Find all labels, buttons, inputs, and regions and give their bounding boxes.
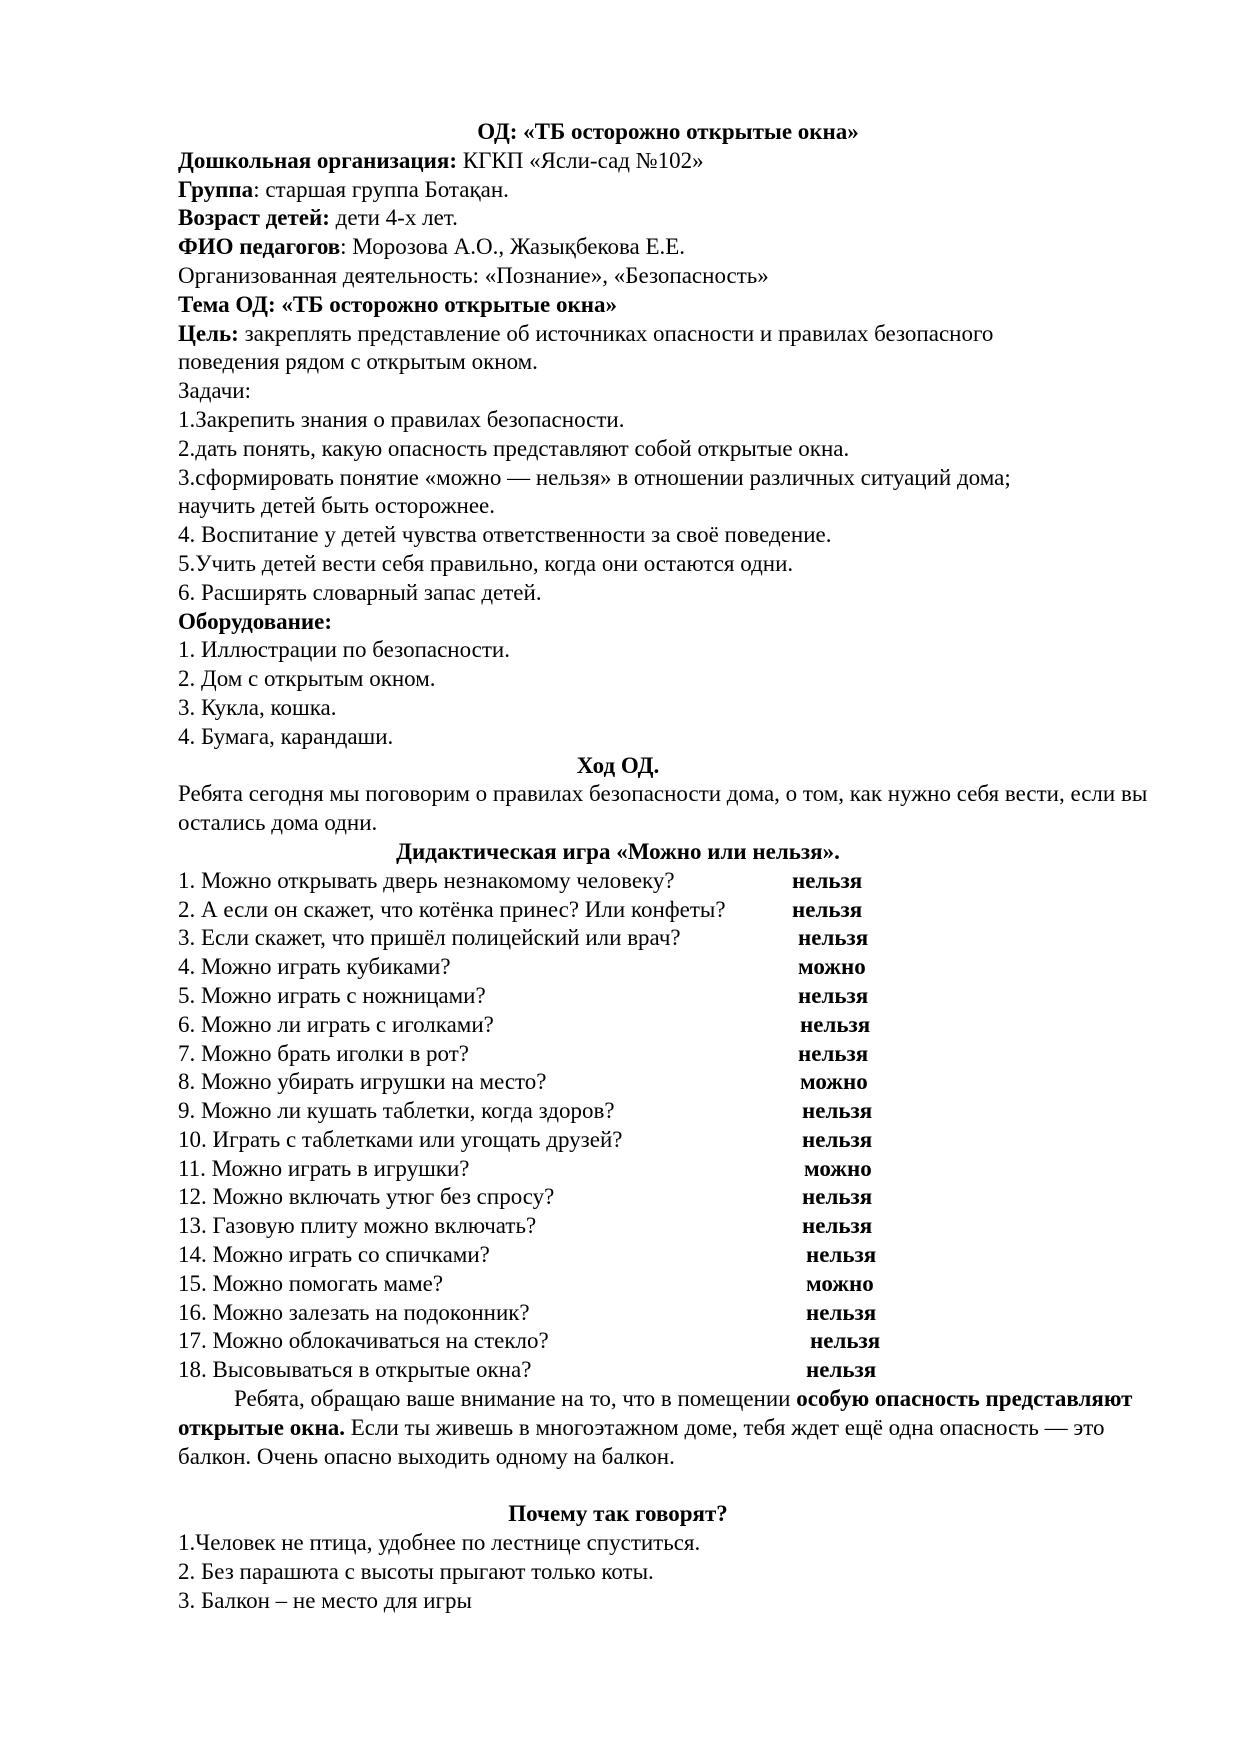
answer-text: нельзя: [798, 1040, 869, 1066]
game-question-row: [178, 1011, 1158, 1040]
question-text: 9. Можно ли кушать таблетки, когда здоров?: [178, 1098, 615, 1124]
equipment-item: 1. Иллюстрации по безопасности.: [178, 637, 510, 663]
game-question-row: [178, 1040, 1158, 1069]
question-text: 10. Играть с таблетками или угощать друзей?: [178, 1126, 623, 1152]
document-title: ОД: «ТБ осторожно открытые окна»: [477, 119, 859, 144]
activity-line: Организованная деятельность: «Познание», «Безопасность»: [178, 262, 769, 288]
game-question-row: [178, 1356, 1158, 1385]
answer-text: нельзя: [810, 1328, 881, 1354]
question-text: 18. Высовываться в открытые окна?: [178, 1357, 532, 1383]
question-text: 4. Можно играть кубиками?: [178, 954, 451, 980]
question-text: 3. Если скажет, что пришёл полицейский или врач?: [178, 925, 681, 951]
warning-text-1: Ребята, обращаю ваше внимание на то, что в помещении: [234, 1386, 797, 1412]
game-question-row: [178, 1241, 1158, 1270]
question-text: 8. Можно убирать игрушки на место?: [178, 1069, 547, 1095]
answer-text: нельзя: [806, 1299, 877, 1325]
question-text: 1. Можно открывать дверь незнакомому человеку?: [178, 867, 675, 893]
answer-text: можно: [804, 1155, 872, 1181]
game-question-row: [178, 1327, 1158, 1356]
question-text: 2. А если он скажет, что котёнка принес? Или конфеты?: [178, 896, 726, 922]
answer-text: нельзя: [792, 896, 863, 922]
question-text: 12. Можно включать утюг без спросу?: [178, 1184, 555, 1210]
game-question-row: [178, 867, 1158, 896]
task-item: 2.дать понять, какую опасность представляют собой открытые окна.: [178, 435, 850, 461]
org-value: КГКП «Ясли-сад №102»: [457, 147, 704, 173]
goal-label: Цель:: [178, 320, 239, 346]
question-text: 14. Можно играть со спичками?: [178, 1242, 490, 1268]
game-question-row: [178, 1097, 1158, 1126]
teachers-label: ФИО педагогов: [178, 234, 341, 260]
answer-text: нельзя: [802, 1126, 873, 1152]
group-value: : старшая группа Ботақан.: [253, 176, 509, 202]
answer-text: нельзя: [792, 867, 863, 893]
goal-value: закреплять представление об источниках опасности и правилах безопасного поведения рядом с открытым окном.: [178, 320, 994, 375]
question-text: 5. Можно играть с ножницами?: [178, 982, 486, 1008]
game-question-row: [178, 1299, 1158, 1328]
question-text: 13. Газовую плиту можно включать?: [178, 1213, 537, 1239]
answer-text: можно: [806, 1270, 874, 1296]
group-line: [178, 176, 1158, 205]
question-text: 15. Можно помогать маме?: [178, 1270, 444, 1296]
blank-line: [178, 1471, 1158, 1500]
game-question-row: [178, 1126, 1158, 1155]
question-text: 7. Можно брать иголки в рот?: [178, 1040, 470, 1066]
game-question-row: [178, 1155, 1158, 1184]
game-questions-list: [178, 867, 1158, 1385]
saying-item: 2. Без парашюта с высоты прыгают только коты.: [178, 1558, 654, 1584]
answer-text: нельзя: [806, 1357, 877, 1383]
game-question-row: [178, 1212, 1158, 1241]
task-item: 5.Учить детей вести себя правильно, когда они остаются одни.: [178, 550, 794, 576]
game-question-row: [178, 953, 1158, 982]
answer-text: нельзя: [802, 1213, 873, 1239]
answer-text: нельзя: [798, 925, 869, 951]
answer-text: нельзя: [802, 1184, 873, 1210]
document-page: [178, 118, 1158, 1615]
equipment-item: 2. Дом с открытым окном.: [178, 666, 436, 692]
game-question-row: [178, 982, 1158, 1011]
warning-text-2: Если ты живешь в многоэтажном доме, тебя ждет ещё одна опасность — это балкон. Очень опасно выходить одному на балкон.: [178, 1414, 1105, 1469]
task-item: 6. Расширять словарный запас детей.: [178, 579, 542, 605]
answer-text: нельзя: [802, 1098, 873, 1124]
game-question-row: [178, 1068, 1158, 1097]
answer-text: нельзя: [798, 982, 869, 1008]
question-text: 17. Можно облокачиваться на стекло?: [178, 1328, 549, 1354]
task-item: 1.Закрепить знания о правилах безопасности.: [178, 406, 625, 432]
question-text: 16. Можно залезать на подоконник?: [178, 1299, 530, 1325]
game-question-row: [178, 1183, 1158, 1212]
teachers-value: : Морозова А.О., Жазықбекова Е.Е.: [340, 234, 686, 260]
saying-item: 1.Человек не птица, удобнее по лестнице спуститься.: [178, 1530, 701, 1556]
org-line: [178, 147, 1158, 176]
course-heading: Ход ОД.: [576, 752, 660, 778]
teachers-line: [178, 233, 1158, 262]
org-label: Дошкольная организация:: [178, 147, 457, 173]
game-question-row: [178, 924, 1158, 953]
game-question-row: [178, 896, 1158, 925]
answer-text: можно: [800, 1069, 868, 1095]
sayings-heading: Почему так говорят?: [508, 1501, 728, 1527]
task-item: 3.сформировать понятие «можно — нельзя» в отношении различных ситуаций дома; научить детей быть осторожнее.: [178, 464, 1011, 519]
equipment-heading: Оборудование:: [178, 608, 332, 634]
game-question-row: [178, 1270, 1158, 1299]
warning-bold-text: особую опасность представляют открытые окна.: [178, 1386, 1133, 1440]
equipment-item: 4. Бумага, карандаши.: [178, 723, 394, 749]
answer-text: можно: [798, 954, 866, 980]
age-value: дети 4-х лет.: [329, 205, 458, 231]
saying-item: 3. Балкон – не место для игры: [178, 1587, 472, 1613]
age-line: [178, 204, 1158, 233]
goal-paragraph: [178, 320, 1078, 378]
answer-text: нельзя: [806, 1242, 877, 1268]
game-heading: Дидактическая игра «Можно или нельзя».: [396, 838, 840, 864]
tasks-heading: Задачи:: [178, 378, 251, 404]
equipment-item: 3. Кукла, кошка.: [178, 694, 337, 720]
course-intro: Ребята сегодня мы поговорим о правилах безопасности дома, о том, как нужно себя вести, если вы остались дома одни.: [178, 781, 1148, 836]
question-text: 6. Можно ли играть с иголками?: [178, 1011, 494, 1037]
group-label: Группа: [178, 176, 254, 202]
answer-text: нельзя: [800, 1011, 871, 1037]
warning-paragraph: [178, 1385, 1138, 1471]
age-label: Возраст детей:: [178, 205, 330, 231]
question-text: 11. Можно играть в игрушки?: [178, 1155, 470, 1181]
task-item: 4. Воспитание у детей чувства ответственности за своё поведение.: [178, 522, 832, 548]
topic-line: Тема ОД: «ТБ осторожно открытые окна»: [178, 291, 618, 317]
